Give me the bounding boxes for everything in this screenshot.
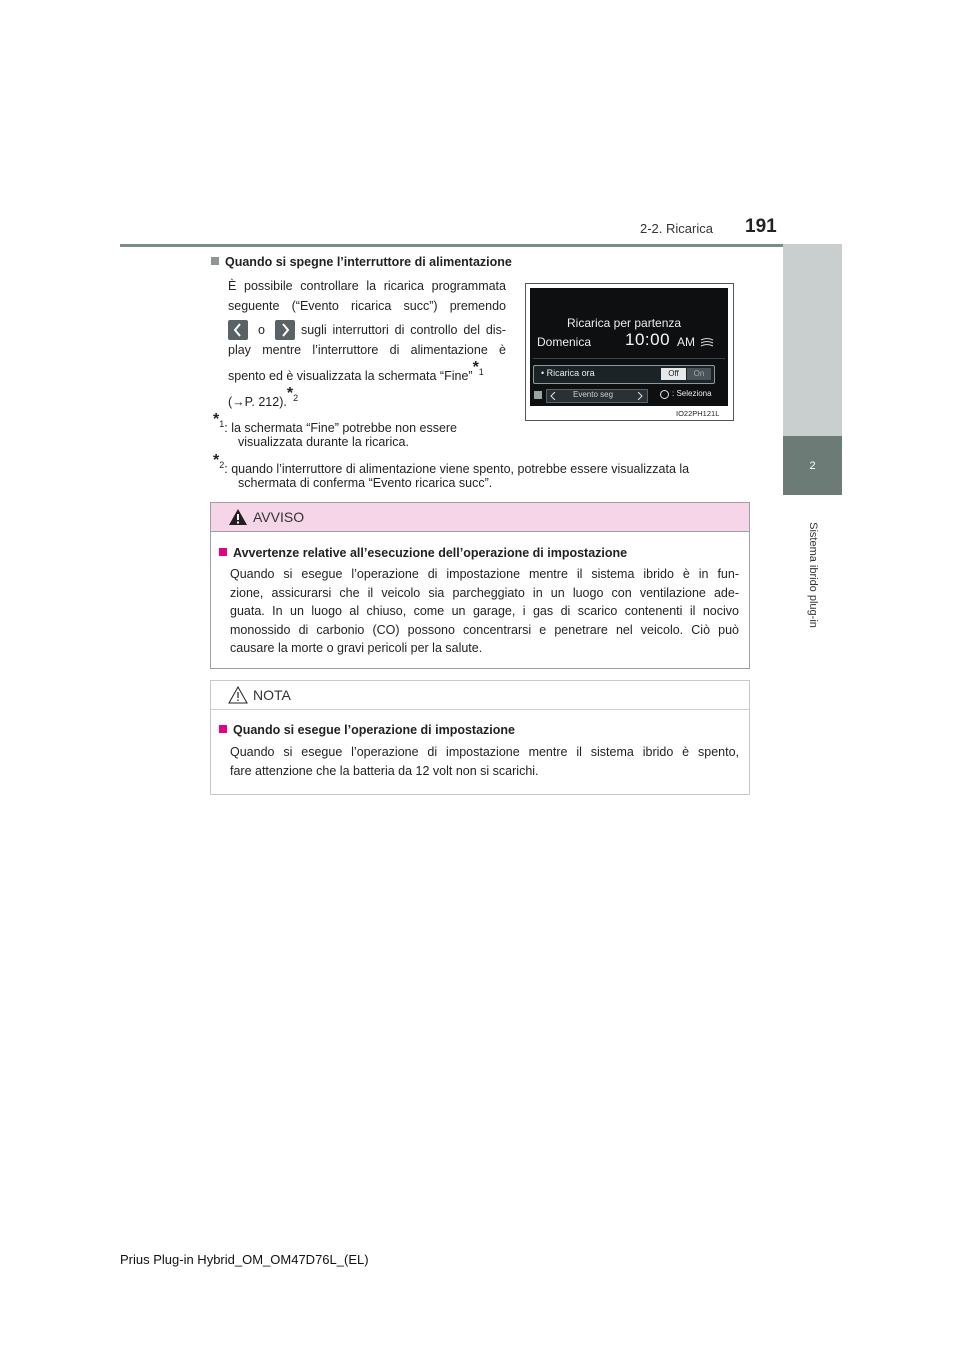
warning-body: [230, 565, 739, 658]
warning-line-5: causare la morte o gravi pericoli per la salute.: [230, 641, 483, 655]
display-title: Ricarica per partenza: [567, 316, 682, 330]
display-dial-icon: [660, 390, 669, 399]
display-time: 10:00: [625, 330, 671, 349]
note-line-2: fare attenzione che la batteria da 12 volt non si scarichi.: [230, 763, 539, 778]
para-line-1: È possibile controllare la ricarica programmata: [228, 279, 506, 293]
footnote-2-line-2: schermata di conferma “Evento ricarica succ”.: [238, 476, 493, 490]
footnote-2-mark: 2: [219, 460, 225, 470]
chevron-right-icon: [275, 320, 295, 340]
footnote-2-line-1: : quando l’interruttore di alimentazione viene spento, potrebbe essere visualizzata la: [224, 462, 690, 477]
warning-bullet-icon: [219, 548, 227, 556]
display-divider: [533, 358, 725, 359]
display-nav-label: Evento seg: [573, 390, 614, 399]
side-tab-top: [783, 244, 842, 436]
side-tab-label-text: Sistema ibrido plug-in: [806, 522, 819, 628]
footnote-1-mark: 1: [219, 419, 225, 429]
footer-text: Prius Plug-in Hybrid_OM_OM47D76L_(EL): [120, 1252, 369, 1267]
caution-outline-icon: [228, 686, 248, 704]
warning-line-2: zione, assicurarsi che il veicolo sia parcheggiato in un luogo con ventilazione ade-: [230, 585, 739, 600]
fan-icon: [700, 337, 714, 349]
para-line-2: seguente (“Evento ricarica succ”) premendo: [228, 299, 506, 313]
note-subheading: [219, 723, 515, 737]
footnote-star-1: *: [472, 359, 479, 376]
para-line-4: play mentre l’interruttore di alimentazione è: [228, 343, 506, 357]
display-off-toggle[interactable]: Off: [661, 368, 686, 380]
note-header: [211, 681, 749, 710]
para-line-3-text: sugli interruttori di controllo del dis-: [300, 323, 506, 337]
display-square-icon: [534, 391, 542, 399]
side-tab-label: [783, 495, 842, 655]
note-title: NOTA: [253, 687, 291, 703]
note-body: [230, 743, 739, 780]
footnote-1-line-2: visualizzata durante la ricarica.: [238, 435, 409, 449]
display-row-ricarica-ora[interactable]: [533, 365, 715, 384]
display-bottom-bar: [534, 389, 724, 403]
warning-line-3: guata. In un luogo al chiuso, come un garage, i gas di scarico contenenti il nocivo: [230, 604, 739, 618]
footnote-star-2: *: [286, 385, 294, 402]
display-nav-bar[interactable]: [546, 389, 648, 403]
footnote-1-star: *: [213, 411, 220, 428]
display-ampm: AM: [677, 335, 695, 349]
para-line-3: [228, 320, 506, 340]
section-heading: [211, 255, 512, 269]
note-bullet-icon: [219, 725, 227, 733]
display-chevron-right-icon: [637, 392, 643, 400]
warning-title: AVVISO: [253, 509, 305, 525]
display-screen: [530, 288, 728, 406]
side-tab-chapter: 2: [783, 436, 842, 495]
warning-line-4: monossido di carbonio (CO) possono concentrarsi e penetrare nel veicolo. Ciò può: [230, 622, 739, 637]
para-line-6: [228, 385, 299, 412]
warning-triangle-icon: [228, 508, 248, 526]
warning-line-1: Quando si esegue l’operazione di impostazione mentre il sistema ibrido è in fun-: [230, 567, 739, 581]
note-box: [210, 680, 750, 795]
display-chevron-left-icon: [550, 392, 556, 400]
header-rule: [120, 244, 841, 247]
note-subheading-text: Quando si esegue l’operazione di impostazione: [233, 723, 515, 737]
page-number: 191: [745, 216, 777, 237]
page-ref-link[interactable]: P. 212).: [244, 395, 287, 410]
footnote-2-star: *: [213, 452, 220, 469]
footnote-ref-2: 2: [293, 393, 299, 403]
footnote-ref-1: 1: [478, 367, 484, 377]
display-select-label: : Seleziona: [672, 389, 712, 398]
chevron-left-icon: [228, 320, 248, 340]
warning-subheading: [219, 546, 627, 560]
warning-box: [210, 502, 750, 669]
arrow-icon: →: [232, 395, 245, 410]
illustration-code: IO22PH121L: [676, 409, 720, 418]
footnote-1-line-1: : la schermata “Fine” potrebbe non essere: [224, 421, 458, 436]
word-or: o: [258, 323, 265, 337]
heading-bullet-icon: [211, 257, 219, 265]
para-line-6-open: (: [228, 395, 233, 410]
warning-header: [211, 503, 749, 532]
section-heading-text: Quando si spegne l’interruttore di alimentazione: [225, 255, 512, 269]
para-line-5: [228, 359, 518, 386]
warning-subheading-text: Avvertenze relative all’esecuzione dell’operazione di impostazione: [233, 546, 628, 560]
display-day: Domenica: [537, 335, 592, 349]
note-line-1: Quando si esegue l’operazione di impostazione mentre il sistema ibrido è spento,: [230, 745, 739, 759]
display-row-label: • Ricarica ora: [541, 368, 595, 378]
display-on-toggle[interactable]: On: [687, 368, 711, 380]
header-section: 2-2. Ricarica: [640, 221, 713, 236]
para-line-5-text: spento ed è visualizzata la schermata “Fine”: [228, 369, 473, 384]
